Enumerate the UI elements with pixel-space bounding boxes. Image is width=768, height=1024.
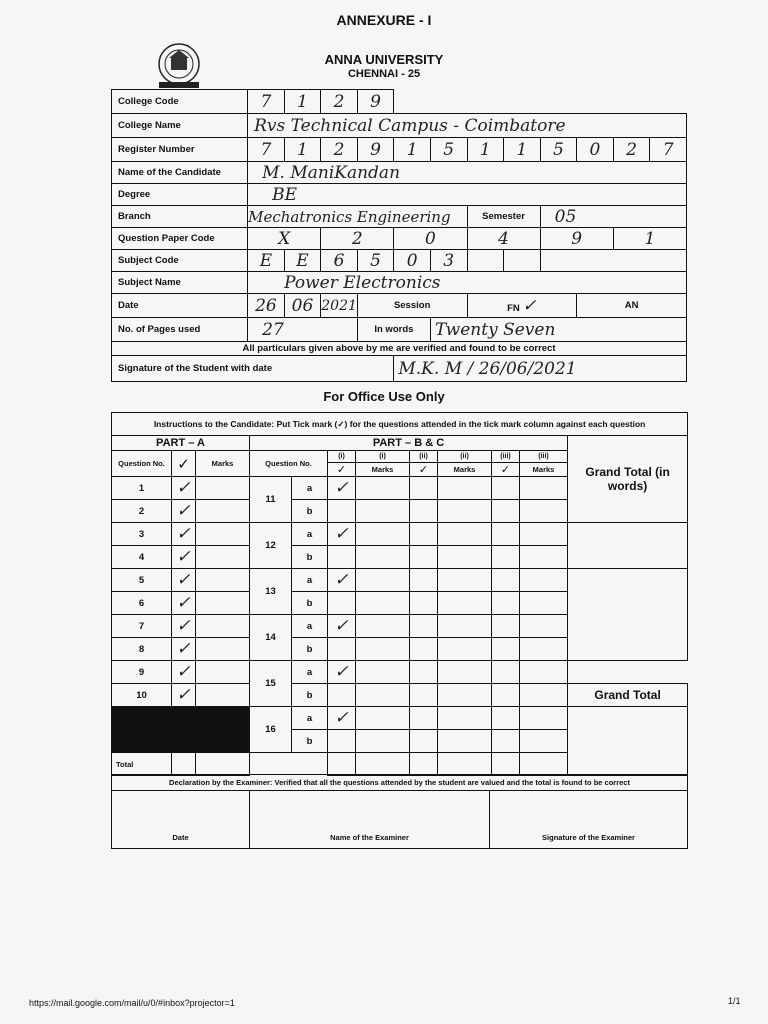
degree-value: BE [248, 184, 687, 206]
part-a-qno: 7 [112, 615, 172, 638]
subject-code-digit: 3 [430, 250, 467, 272]
col-i-label: (i) [328, 451, 356, 463]
col-iii-label: (iii) [492, 451, 520, 463]
total-label: Total [112, 753, 172, 776]
office-use-title: For Office Use Only [323, 389, 445, 404]
in-words-label: In words [357, 318, 430, 342]
qp-code-digit: 2 [321, 228, 394, 250]
register-digit: 7 [650, 138, 687, 162]
part-a-tick: ✓ [172, 615, 196, 638]
part-bc-qno: 16 [250, 707, 292, 753]
qp-code-digit: 0 [394, 228, 467, 250]
an-label: AN [577, 294, 687, 318]
sub-a-label: a [292, 615, 328, 638]
footer-url: https://mail.google.com/mail/u/0/#inbox?projector=1 [29, 998, 235, 1008]
session-label: Session [357, 294, 467, 318]
part-a-tick: ✓ [172, 500, 196, 523]
fn-tick-icon: ✓ [522, 295, 537, 316]
grand-total-label: Grand Total [568, 684, 688, 707]
date-year: 2021 [321, 294, 358, 318]
qp-code-digit: X [248, 228, 321, 250]
qp-code-digit: 4 [467, 228, 540, 250]
register-digit: 9 [357, 138, 394, 162]
part-bc-header: PART – B & C [250, 436, 568, 451]
register-digit: 5 [430, 138, 467, 162]
sub-b-label: b [292, 546, 328, 569]
date-month: 06 [284, 294, 321, 318]
part-bc-qno: 12 [250, 523, 292, 569]
marks-label: Marks [520, 463, 568, 477]
part-a-question-no: Question No. [112, 451, 172, 477]
candidate-details-table [111, 89, 687, 382]
examiner-declaration-table [111, 774, 688, 849]
part-a-tick: ✓ [172, 523, 196, 546]
sub-a-label: a [292, 569, 328, 592]
part-a-tick: ✓ [172, 477, 196, 500]
part-a-tick: ✓ [172, 592, 196, 615]
col-i-label: (i) [356, 451, 410, 463]
sub-a-label: a [292, 661, 328, 684]
annexure-title: ANNEXURE - I [336, 12, 432, 28]
pages-words-value: Twenty Seven [430, 318, 686, 342]
qp-code-digit: 9 [540, 228, 613, 250]
fn-label: FN [507, 302, 520, 314]
subject-code-digit: E [284, 250, 321, 272]
college-code-digit: 7 [248, 90, 285, 114]
student-signature-label: Signature of the Student with date [112, 356, 394, 382]
register-digit: 2 [321, 138, 358, 162]
branch-value: Mechatronics Engineering [248, 206, 467, 228]
sub-a-label: a [292, 707, 328, 730]
part-a-qno: 2 [112, 500, 172, 523]
register-number-label: Register Number [112, 138, 248, 162]
part-a-tick: ✓ [172, 569, 196, 592]
part-a-qno: 4 [112, 546, 172, 569]
subject-name-value: Power Electronics [248, 272, 687, 294]
part-a-qno: 6 [112, 592, 172, 615]
fn-cell [467, 294, 577, 318]
sub-b-label: b [292, 638, 328, 661]
register-digit: 0 [577, 138, 614, 162]
subject-code-digit: 5 [357, 250, 394, 272]
tick-column-icon: ✓ [492, 463, 520, 477]
sub-a-label: a [292, 523, 328, 546]
subject-name-label: Subject Name [112, 272, 248, 294]
subject-code-digit [467, 250, 504, 272]
pages-used-label: No. of Pages used [112, 318, 248, 342]
subject-code-digit: E [248, 250, 285, 272]
subject-code-digit: 0 [394, 250, 431, 272]
register-digit: 1 [504, 138, 541, 162]
part-a-marks-label: Marks [196, 451, 250, 477]
part-a-header: PART – A [112, 436, 250, 451]
tick-column-icon: ✓ [410, 463, 438, 477]
part-a-tick: ✓ [172, 638, 196, 661]
part-a-tick: ✓ [172, 684, 196, 707]
sub-a-label: a [292, 477, 328, 500]
subject-code-digit [504, 250, 541, 272]
qp-code-digit: 1 [613, 228, 686, 250]
student-signature: M.K. M / 26/06/2021 [394, 356, 687, 382]
branch-label: Branch [112, 206, 248, 228]
qp-code-label: Question Paper Code [112, 228, 248, 250]
col-ii-label: (ii) [410, 451, 438, 463]
college-code-digit: 1 [284, 90, 321, 114]
part-a-qno: 10 [112, 684, 172, 707]
sub-b-label: b [292, 592, 328, 615]
part-a-qno: 5 [112, 569, 172, 592]
pages-used-value: 27 [248, 318, 358, 342]
college-code-digit: 9 [357, 90, 394, 114]
col-ii-label: (ii) [438, 451, 492, 463]
instructions: Instructions to the Candidate: Put Tick mark (✓) for the questions attended in the tick mark column against each question [112, 413, 688, 436]
examiner-date-label: Date [112, 791, 250, 849]
register-digit: 1 [467, 138, 504, 162]
part-bc-question-no: Question No. [250, 451, 328, 477]
part-a-qno: 9 [112, 661, 172, 684]
college-name-value: Rvs Technical Campus - Coimbatore [248, 114, 687, 138]
subject-code-label: Subject Code [112, 250, 248, 272]
sub-b-label: b [292, 684, 328, 707]
declaration-text: Declaration by the Examiner: Verified that all the questions attended by the student are valued and the total is found to be correct [112, 775, 688, 791]
part-bc-tick: ✓ [328, 661, 356, 684]
footer-page-number: 1/1 [728, 996, 741, 1006]
part-a-tick-column-icon: ✓ [172, 451, 196, 477]
college-code-label: College Code [112, 90, 248, 114]
part-bc-qno: 13 [250, 569, 292, 615]
register-digit: 7 [248, 138, 285, 162]
part-bc-qno: 11 [250, 477, 292, 523]
examiner-signature-label: Signature of the Examiner [490, 791, 688, 849]
semester-label: Semester [467, 206, 540, 228]
part-a-qno: 3 [112, 523, 172, 546]
register-digit: 5 [540, 138, 577, 162]
marks-label: Marks [438, 463, 492, 477]
register-digit: 1 [394, 138, 431, 162]
date-label: Date [112, 294, 248, 318]
college-name-label: College Name [112, 114, 248, 138]
university-name: ANNA UNIVERSITY [324, 52, 444, 67]
col-iii-label: (iii) [520, 451, 568, 463]
part-bc-qno: 15 [250, 661, 292, 707]
sub-b-label: b [292, 730, 328, 753]
register-digit: 2 [613, 138, 650, 162]
part-a-qno: 8 [112, 638, 172, 661]
part-bc-qno: 14 [250, 615, 292, 661]
college-code-digit: 2 [321, 90, 358, 114]
examiner-name-label: Name of the Examiner [250, 791, 490, 849]
subject-code-digit: 6 [321, 250, 358, 272]
date-day: 26 [248, 294, 285, 318]
candidate-name-label: Name of the Candidate [112, 162, 248, 184]
tick-column-icon: ✓ [328, 463, 356, 477]
part-bc-tick: ✓ [328, 477, 356, 500]
marks-label: Marks [356, 463, 410, 477]
university-city: CHENNAI - 25 [347, 68, 421, 80]
degree-label: Degree [112, 184, 248, 206]
part-bc-tick: ✓ [328, 615, 356, 638]
part-bc-tick: ✓ [328, 707, 356, 730]
part-a-tick: ✓ [172, 661, 196, 684]
register-digit: 1 [284, 138, 321, 162]
part-bc-tick: ✓ [328, 569, 356, 592]
part-a-tick: ✓ [172, 546, 196, 569]
candidate-name-value: M. ManiKandan [248, 162, 687, 184]
part-a-qno: 1 [112, 477, 172, 500]
verified-note: All particulars given above by me are verified and found to be correct [112, 342, 687, 356]
grand-total-words-label: Grand Total (in words) [568, 436, 688, 523]
part-bc-tick: ✓ [328, 523, 356, 546]
semester-value: 05 [540, 206, 686, 228]
sub-b-label: b [292, 500, 328, 523]
blackout-block [112, 707, 250, 753]
marks-table [111, 412, 688, 776]
